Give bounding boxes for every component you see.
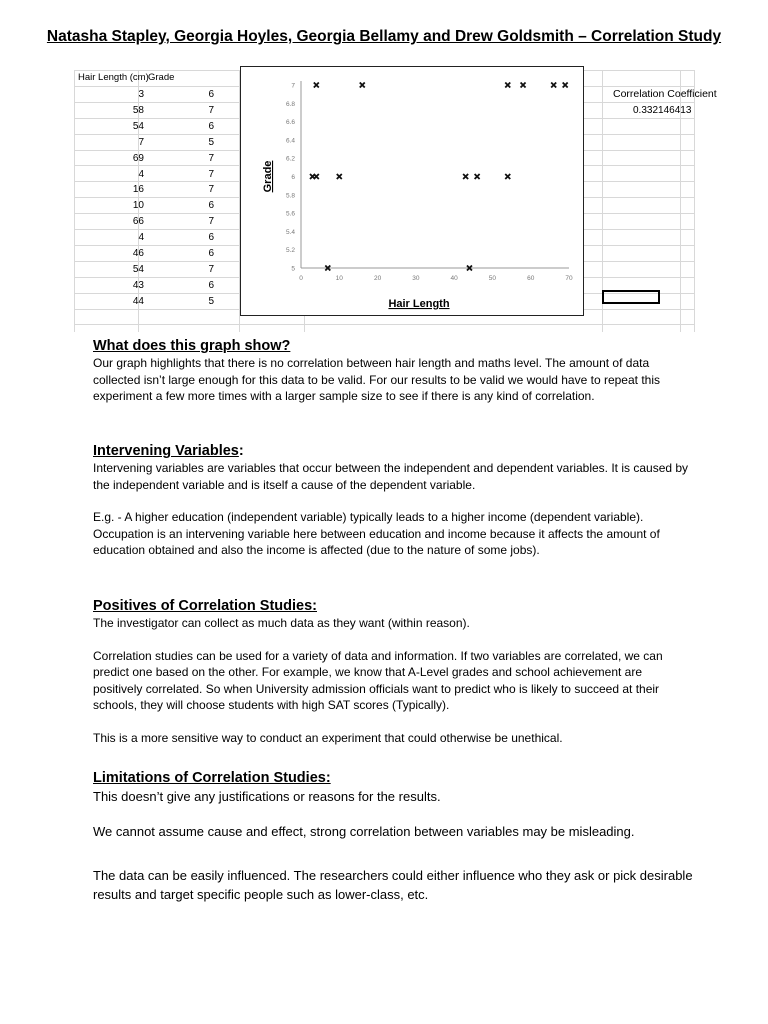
intervening-paragraph-2: E.g. - A higher education (independent variable) typically leads to a higher income (dependent variable). Occupation is an intervening variable here between education and income because it affects the amount of education obtained and also the income is affected (due to the nature of some jobs). <box>93 510 660 558</box>
scatter-chart <box>240 66 584 316</box>
grade-cell: 7 <box>208 184 214 196</box>
grade-cell: 6 <box>208 232 214 244</box>
grade-cell: 5 <box>208 295 214 307</box>
y-axis-label: Grade <box>262 160 274 193</box>
x-tick-label: 20 <box>373 275 382 282</box>
positives-heading: Positives of Correlation Studies: <box>93 598 317 614</box>
y-tick-label: 5.6 <box>285 210 295 218</box>
grade-cell: 7 <box>208 216 214 228</box>
positives-paragraph-2: Correlation studies can be used for a variety of data and information. If two variables are correlated, we can predict one based on the other. For example, we know that A-Level grades and school achievement are positively correlated. So when University admission officials want to predict who is likely to succeed at their schools, they will choose students with high SAT scores (Typically). <box>93 648 663 713</box>
hair-length-cell: 54 <box>132 120 144 132</box>
data-point <box>551 83 556 88</box>
positives-paragraph-1: The investigator can collect as much data as they want (within reason). <box>93 616 470 630</box>
grade-cell: 6 <box>208 279 214 291</box>
limitations-paragraph-3: The data can be easily influenced. The researchers could either influence who they ask or pick desirable results and target specific people such as lower-class, etc. <box>93 868 693 902</box>
hair-length-cell: 58 <box>132 104 144 116</box>
data-point <box>475 174 480 179</box>
hair-length-cell: 46 <box>132 248 144 259</box>
intervening-section <box>93 442 693 559</box>
limitations-paragraph-2: We cannot assume cause and effect, strong correlation between variables may be misleading. <box>93 824 635 839</box>
data-point <box>314 174 319 179</box>
grade-cell: 6 <box>208 200 214 212</box>
hair-length-cell: 4 <box>138 168 144 180</box>
x-tick-label: 40 <box>450 275 458 282</box>
hair-length-header: Hair Length (cm) <box>78 72 149 83</box>
x-tick-label: 10 <box>335 275 343 282</box>
grade-cell: 7 <box>208 104 214 116</box>
x-tick-label: 0 <box>299 275 303 282</box>
correlation-coefficient-value: 0.332146413 <box>633 105 692 116</box>
limitations-paragraph-1: This doesn’t give any justifications or reasons for the results. <box>93 789 441 804</box>
intervening-heading-text: Intervening Variables <box>93 443 239 459</box>
grade-cell: 5 <box>208 136 214 148</box>
y-tick-label: 5.4 <box>285 228 295 236</box>
y-tick-label: 6.8 <box>285 100 295 108</box>
document-title: Natasha Stapley, Georgia Hoyles, Georgia Bellamy and Drew Goldsmith – Correlation Study <box>46 28 722 45</box>
grade-cell: 6 <box>208 89 214 100</box>
intervening-heading-colon: : <box>238 443 244 459</box>
x-tick-label: 30 <box>412 275 420 282</box>
graph-paragraph: Our graph highlights that there is no correlation between hair length and maths level. The amount of data collected isn’t large enough for this data to be valid. For our results to be valid we would have to repeat this experiment a few more times with a larger sample size to see if there is any kind of correlation. <box>93 356 660 404</box>
hair-length-cell: 16 <box>132 184 144 196</box>
y-tick-label: 6.2 <box>285 155 295 163</box>
hair-length-cell: 4 <box>138 232 144 244</box>
grade-cell: 7 <box>208 263 214 275</box>
hair-length-cell: 69 <box>132 152 144 164</box>
grade-cell: 6 <box>208 120 214 132</box>
y-tick-label: 7 <box>291 82 295 90</box>
data-point <box>505 83 510 88</box>
grid-column-line <box>694 70 695 332</box>
hair-length-cell: 10 <box>132 200 144 212</box>
scatter-plot-svg <box>241 67 583 315</box>
grid-row-line <box>74 324 694 325</box>
y-tick-label: 5 <box>291 265 295 273</box>
grade-header: Grade <box>148 72 175 83</box>
grade-cell: 7 <box>208 152 214 164</box>
data-point <box>521 83 526 88</box>
hair-length-cell: 54 <box>132 263 144 275</box>
data-point <box>337 174 342 179</box>
limitations-heading: Limitations of Correlation Studies: <box>93 770 331 786</box>
y-tick-label: 6.6 <box>285 119 295 127</box>
hair-length-cell: 44 <box>132 295 144 307</box>
graph-section <box>93 337 693 405</box>
hair-length-cell: 66 <box>132 216 144 228</box>
intervening-heading <box>93 442 693 460</box>
intervening-paragraph-1: Intervening variables are variables that occur between the independent and dependent variables. It is caused by the independent variable and is itself a cause of the dependent variable. <box>93 461 689 492</box>
data-point <box>505 174 510 179</box>
x-tick-label: 70 <box>565 275 573 282</box>
y-tick-label: 5.2 <box>285 247 295 255</box>
positives-section <box>93 597 693 747</box>
grade-cell: 6 <box>208 248 214 259</box>
data-point <box>563 83 568 88</box>
correlation-coefficient-label: Correlation Coefficient <box>613 88 717 100</box>
y-tick-label: 6.4 <box>285 137 295 145</box>
positives-paragraph-3: This is a more sensitive way to conduct an experiment that could otherwise be unethical. <box>93 730 563 745</box>
graph-heading: What does this graph show? <box>93 338 291 354</box>
x-axis-label: Hair Length <box>388 298 450 310</box>
grade-cell: 7 <box>208 168 214 180</box>
x-tick-label: 60 <box>527 275 535 282</box>
y-tick-label: 5.8 <box>285 192 295 200</box>
hair-length-cell: 3 <box>138 89 144 100</box>
hair-length-cell: 7 <box>138 136 144 148</box>
limitations-section <box>93 769 693 904</box>
x-tick-label: 50 <box>488 275 497 282</box>
data-point <box>314 83 319 88</box>
data-point <box>463 174 468 179</box>
data-point <box>360 83 365 88</box>
y-tick-label: 6 <box>291 174 295 181</box>
hair-length-cell: 43 <box>132 279 144 291</box>
grid-column-line <box>74 70 75 332</box>
selected-cell[interactable] <box>602 290 660 304</box>
